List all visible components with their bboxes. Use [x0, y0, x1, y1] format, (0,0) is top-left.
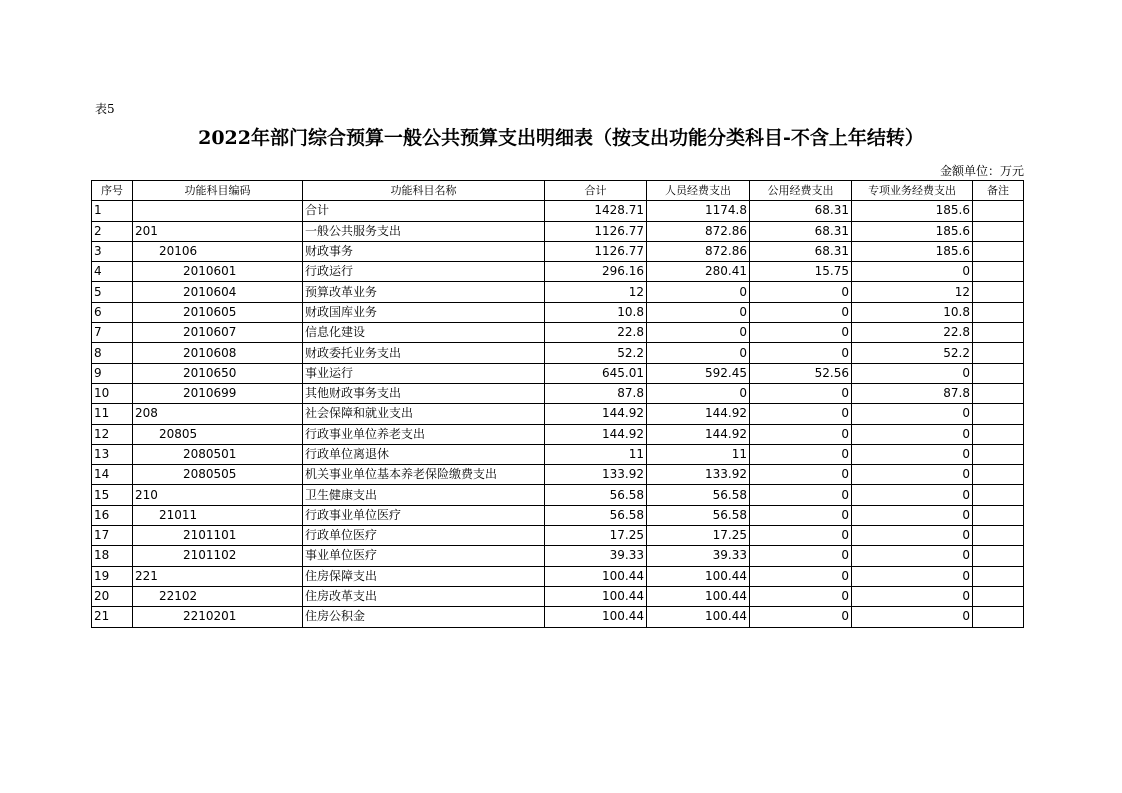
row-special-cell: 185.6 [852, 201, 973, 221]
row-personnel-cell: 100.44 [647, 566, 750, 586]
row-special-cell: 22.8 [852, 323, 973, 343]
row-special-cell: 185.6 [852, 221, 973, 241]
table-row [92, 607, 1024, 627]
row-remark-cell [973, 241, 1024, 261]
row-personnel-cell: 100.44 [647, 607, 750, 627]
table-row [92, 302, 1024, 322]
row-total-cell: 133.92 [545, 465, 647, 485]
row-name-cell: 行政单位医疗 [303, 526, 545, 546]
row-seq-cell: 18 [92, 546, 133, 566]
row-code-cell: 2101101 [133, 526, 303, 546]
row-total-cell: 56.58 [545, 485, 647, 505]
row-code-cell: 2010608 [133, 343, 303, 363]
row-public-cell: 0 [750, 546, 852, 566]
row-remark-cell [973, 262, 1024, 282]
row-remark-cell [973, 302, 1024, 322]
amount-unit-label: 金额单位：万元 [939, 164, 1024, 178]
row-personnel-cell: 592.45 [647, 363, 750, 383]
row-remark-cell [973, 546, 1024, 566]
row-remark-cell [973, 444, 1024, 464]
row-seq-cell: 19 [92, 566, 133, 586]
row-name-cell: 行政事业单位医疗 [303, 505, 545, 525]
row-seq-cell: 7 [92, 323, 133, 343]
row-remark-cell [973, 363, 1024, 383]
row-seq-cell: 8 [92, 343, 133, 363]
row-total-cell: 100.44 [545, 566, 647, 586]
row-name-cell: 事业单位医疗 [303, 546, 545, 566]
table-row [92, 262, 1024, 282]
header-personnel-expense: 人员经费支出 [647, 181, 750, 201]
row-special-cell: 12 [852, 282, 973, 302]
row-public-cell: 0 [750, 607, 852, 627]
row-seq-cell: 12 [92, 424, 133, 444]
row-total-cell: 52.2 [545, 343, 647, 363]
table-row [92, 526, 1024, 546]
table-row [92, 201, 1024, 221]
row-remark-cell [973, 282, 1024, 302]
row-personnel-cell: 56.58 [647, 485, 750, 505]
table-row [92, 241, 1024, 261]
row-name-cell: 社会保障和就业支出 [303, 404, 545, 424]
row-total-cell: 100.44 [545, 607, 647, 627]
row-personnel-cell: 100.44 [647, 586, 750, 606]
row-code-cell: 20106 [133, 241, 303, 261]
row-remark-cell [973, 586, 1024, 606]
row-personnel-cell: 0 [647, 282, 750, 302]
row-total-cell: 144.92 [545, 424, 647, 444]
row-public-cell: 0 [750, 465, 852, 485]
row-remark-cell [973, 201, 1024, 221]
row-special-cell: 0 [852, 546, 973, 566]
row-name-cell: 财政国库业务 [303, 302, 545, 322]
row-code-cell: 2010607 [133, 323, 303, 343]
row-code-cell: 221 [133, 566, 303, 586]
row-name-cell: 机关事业单位基本养老保险缴费支出 [303, 465, 545, 485]
row-code-cell: 2010604 [133, 282, 303, 302]
row-name-cell: 信息化建设 [303, 323, 545, 343]
row-seq-cell: 9 [92, 363, 133, 383]
row-code-cell: 20805 [133, 424, 303, 444]
row-special-cell: 0 [852, 424, 973, 444]
table-row [92, 404, 1024, 424]
row-code-cell: 22102 [133, 586, 303, 606]
row-public-cell: 68.31 [750, 241, 852, 261]
table-row [92, 363, 1024, 383]
row-remark-cell [973, 485, 1024, 505]
row-personnel-cell: 0 [647, 302, 750, 322]
row-personnel-cell: 1174.8 [647, 201, 750, 221]
table-row [92, 465, 1024, 485]
row-public-cell: 0 [750, 444, 852, 464]
row-special-cell: 185.6 [852, 241, 973, 261]
row-public-cell: 0 [750, 566, 852, 586]
row-total-cell: 11 [545, 444, 647, 464]
row-remark-cell [973, 526, 1024, 546]
row-code-cell: 201 [133, 221, 303, 241]
table-row [92, 282, 1024, 302]
row-special-cell: 0 [852, 586, 973, 606]
row-remark-cell [973, 465, 1024, 485]
row-name-cell: 住房保障支出 [303, 566, 545, 586]
row-personnel-cell: 0 [647, 383, 750, 403]
row-seq-cell: 13 [92, 444, 133, 464]
row-public-cell: 0 [750, 282, 852, 302]
table-body [92, 201, 1024, 627]
row-code-cell: 210 [133, 485, 303, 505]
row-personnel-cell: 17.25 [647, 526, 750, 546]
row-seq-cell: 14 [92, 465, 133, 485]
row-public-cell: 52.56 [750, 363, 852, 383]
row-total-cell: 56.58 [545, 505, 647, 525]
row-name-cell: 其他财政事务支出 [303, 383, 545, 403]
row-total-cell: 144.92 [545, 404, 647, 424]
row-total-cell: 17.25 [545, 526, 647, 546]
row-personnel-cell: 0 [647, 343, 750, 363]
row-seq-cell: 1 [92, 201, 133, 221]
row-seq-cell: 17 [92, 526, 133, 546]
row-code-cell: 2010699 [133, 383, 303, 403]
row-public-cell: 68.31 [750, 221, 852, 241]
row-total-cell: 296.16 [545, 262, 647, 282]
row-public-cell: 0 [750, 404, 852, 424]
row-personnel-cell: 133.92 [647, 465, 750, 485]
row-name-cell: 合计 [303, 201, 545, 221]
row-public-cell: 68.31 [750, 201, 852, 221]
row-total-cell: 12 [545, 282, 647, 302]
row-special-cell: 52.2 [852, 343, 973, 363]
row-public-cell: 0 [750, 343, 852, 363]
row-public-cell: 0 [750, 424, 852, 444]
row-public-cell: 0 [750, 383, 852, 403]
row-name-cell: 行政事业单位养老支出 [303, 424, 545, 444]
row-special-cell: 0 [852, 607, 973, 627]
header-seq: 序号 [92, 181, 133, 201]
row-total-cell: 22.8 [545, 323, 647, 343]
row-name-cell: 住房公积金 [303, 607, 545, 627]
row-remark-cell [973, 505, 1024, 525]
row-code-cell: 2080501 [133, 444, 303, 464]
row-special-cell: 87.8 [852, 383, 973, 403]
row-name-cell: 事业运行 [303, 363, 545, 383]
row-code-cell [133, 201, 303, 221]
table-row [92, 586, 1024, 606]
table-row [92, 424, 1024, 444]
row-special-cell: 0 [852, 485, 973, 505]
row-special-cell: 0 [852, 363, 973, 383]
row-seq-cell: 5 [92, 282, 133, 302]
row-code-cell: 2080505 [133, 465, 303, 485]
header-remark: 备注 [973, 181, 1024, 201]
row-name-cell: 财政事务 [303, 241, 545, 261]
row-seq-cell: 16 [92, 505, 133, 525]
row-name-cell: 财政委托业务支出 [303, 343, 545, 363]
row-total-cell: 87.8 [545, 383, 647, 403]
row-special-cell: 0 [852, 262, 973, 282]
row-total-cell: 645.01 [545, 363, 647, 383]
table-row [92, 444, 1024, 464]
row-special-cell: 0 [852, 444, 973, 464]
row-seq-cell: 3 [92, 241, 133, 261]
row-remark-cell [973, 566, 1024, 586]
row-seq-cell: 15 [92, 485, 133, 505]
row-remark-cell [973, 323, 1024, 343]
row-public-cell: 0 [750, 302, 852, 322]
row-name-cell: 住房改革支出 [303, 586, 545, 606]
row-personnel-cell: 0 [647, 323, 750, 343]
table-row [92, 485, 1024, 505]
row-name-cell: 行政单位离退休 [303, 444, 545, 464]
row-code-cell: 2010650 [133, 363, 303, 383]
row-remark-cell [973, 404, 1024, 424]
table-number-label: 表5 [95, 102, 115, 116]
row-name-cell: 行政运行 [303, 262, 545, 282]
row-total-cell: 39.33 [545, 546, 647, 566]
table-row [92, 566, 1024, 586]
row-special-cell: 0 [852, 404, 973, 424]
row-code-cell: 208 [133, 404, 303, 424]
table-row [92, 343, 1024, 363]
row-public-cell: 0 [750, 586, 852, 606]
row-total-cell: 10.8 [545, 302, 647, 322]
row-remark-cell [973, 607, 1024, 627]
row-code-cell: 21011 [133, 505, 303, 525]
row-personnel-cell: 144.92 [647, 404, 750, 424]
header-public-expense: 公用经费支出 [750, 181, 852, 201]
row-personnel-cell: 280.41 [647, 262, 750, 282]
row-total-cell: 100.44 [545, 586, 647, 606]
row-code-cell: 2010601 [133, 262, 303, 282]
row-personnel-cell: 144.92 [647, 424, 750, 444]
row-total-cell: 1126.77 [545, 221, 647, 241]
row-personnel-cell: 872.86 [647, 241, 750, 261]
row-name-cell: 预算改革业务 [303, 282, 545, 302]
row-special-cell: 0 [852, 505, 973, 525]
row-total-cell: 1126.77 [545, 241, 647, 261]
row-code-cell: 2210201 [133, 607, 303, 627]
row-public-cell: 0 [750, 505, 852, 525]
row-personnel-cell: 39.33 [647, 546, 750, 566]
row-special-cell: 10.8 [852, 302, 973, 322]
row-name-cell: 一般公共服务支出 [303, 221, 545, 241]
header-function-code: 功能科目编码 [133, 181, 303, 201]
row-seq-cell: 11 [92, 404, 133, 424]
row-total-cell: 1428.71 [545, 201, 647, 221]
row-seq-cell: 21 [92, 607, 133, 627]
header-function-name: 功能科目名称 [303, 181, 545, 201]
row-remark-cell [973, 383, 1024, 403]
row-special-cell: 0 [852, 465, 973, 485]
row-special-cell: 0 [852, 526, 973, 546]
row-remark-cell [973, 424, 1024, 444]
table-row [92, 505, 1024, 525]
row-personnel-cell: 872.86 [647, 221, 750, 241]
table-row [92, 323, 1024, 343]
table-header-row [92, 181, 1024, 201]
table-row [92, 383, 1024, 403]
row-personnel-cell: 56.58 [647, 505, 750, 525]
table-row [92, 221, 1024, 241]
row-remark-cell [973, 343, 1024, 363]
row-code-cell: 2101102 [133, 546, 303, 566]
row-seq-cell: 20 [92, 586, 133, 606]
row-seq-cell: 10 [92, 383, 133, 403]
row-name-cell: 卫生健康支出 [303, 485, 545, 505]
row-special-cell: 0 [852, 566, 973, 586]
row-seq-cell: 2 [92, 221, 133, 241]
row-seq-cell: 4 [92, 262, 133, 282]
row-remark-cell [973, 221, 1024, 241]
row-seq-cell: 6 [92, 302, 133, 322]
document-title: 2022年部门综合预算一般公共预算支出明细表（按支出功能分类科目-不含上年结转） [198, 127, 924, 149]
budget-expenditure-table [91, 180, 1024, 628]
row-public-cell: 0 [750, 485, 852, 505]
row-public-cell: 15.75 [750, 262, 852, 282]
row-public-cell: 0 [750, 526, 852, 546]
header-total: 合计 [545, 181, 647, 201]
header-special-expense: 专项业务经费支出 [852, 181, 973, 201]
row-code-cell: 2010605 [133, 302, 303, 322]
row-personnel-cell: 11 [647, 444, 750, 464]
table-row [92, 546, 1024, 566]
row-public-cell: 0 [750, 323, 852, 343]
